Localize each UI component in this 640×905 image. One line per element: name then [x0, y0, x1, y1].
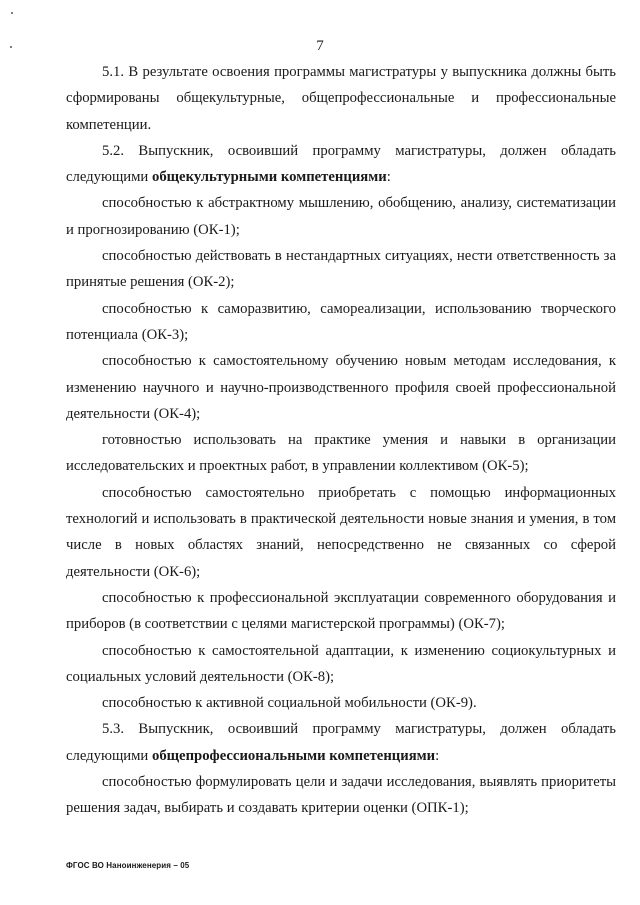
paragraph-text-end: : [386, 169, 391, 186]
paragraph-text: 5.3. Выпускник, освоивший программу магистратуры, должен обладать следующими [66, 721, 616, 764]
competency-ok-9 [66, 690, 616, 716]
competency-ok-3 [66, 296, 616, 349]
competency-ok-7 [66, 585, 616, 638]
document-body [66, 59, 616, 822]
competency-group-heading: общепрофессиональными компетенциями [151, 747, 436, 764]
paragraph-5-3 [66, 716, 616, 769]
scan-speck [11, 12, 13, 14]
paragraph-text-end: : [435, 747, 440, 764]
paragraph-text: способностью к абстрактному мышлению, обобщению, анализу, систематизации и прогнозированию (ОК-1); [66, 195, 616, 238]
paragraph-text: способностью к самостоятельному обучению новым методам исследования, к изменению научного и научно-производственного профиля своей профессиональной деятельности (ОК-4); [66, 353, 616, 422]
competency-ok-5 [66, 427, 616, 480]
page-number: 7 [316, 38, 324, 54]
paragraph-text: способностью самостоятельно приобретать с помощью информационных технологий и использовать в практической деятельности новые знания и умения, в том числе в новых областях знаний, непосредственно не связанных со сферой деятельности (ОК-6); [66, 484, 616, 580]
paragraph-text: способностью к активной социальной мобильности (ОК-9). [102, 695, 477, 712]
paragraph-text: способностью действовать в нестандартных ситуациях, нести ответственность за принятые решения (ОК-2); [66, 248, 616, 291]
paragraph-text: способностью к профессиональной эксплуатации современного оборудования и приборов (в соответствии с целями магистерской программы) (ОК-7); [66, 589, 616, 633]
competency-ok-6 [66, 480, 616, 585]
document-footer: ФГОС ВО Наноинженерия – 05 [66, 861, 190, 870]
competency-ok-1 [66, 190, 616, 243]
paragraph-text: способностью к саморазвитию, самореализации, использованию творческого потенциала (ОК-3); [66, 300, 616, 343]
paragraph-text: способностью к самостоятельной адаптации, к изменению социокультурных и социальных условий деятельности (ОК-8); [66, 642, 616, 685]
competency-ok-4 [66, 348, 616, 427]
paragraph-text: готовностью использовать на практике умения и навыки в организации исследовательских и проектных работ, в управлении коллективом (ОК-5); [66, 432, 616, 475]
competency-ok-2 [66, 243, 616, 296]
competency-group-heading: общекультурными компетенциями [151, 169, 387, 186]
paragraph-5-1 [66, 59, 616, 138]
paragraph-text: способностью формулировать цели и задачи исследования, выявлять приоритеты решения задач, выбирать и создавать критерии оценки (ОПК-1); [66, 774, 616, 817]
competency-ok-8 [66, 638, 616, 691]
paragraph-5-2 [66, 138, 616, 191]
paragraph-text: 5.2. Выпускник, освоивший программу магистратуры, должен обладать следующими [66, 142, 616, 186]
paragraph-text: 5.1. В результате освоения программы магистратуры у выпускника должны быть сформированы общекультурные, общепрофессиональные и профессиональные компетенции. [66, 64, 616, 133]
competency-opk-1 [66, 769, 616, 822]
